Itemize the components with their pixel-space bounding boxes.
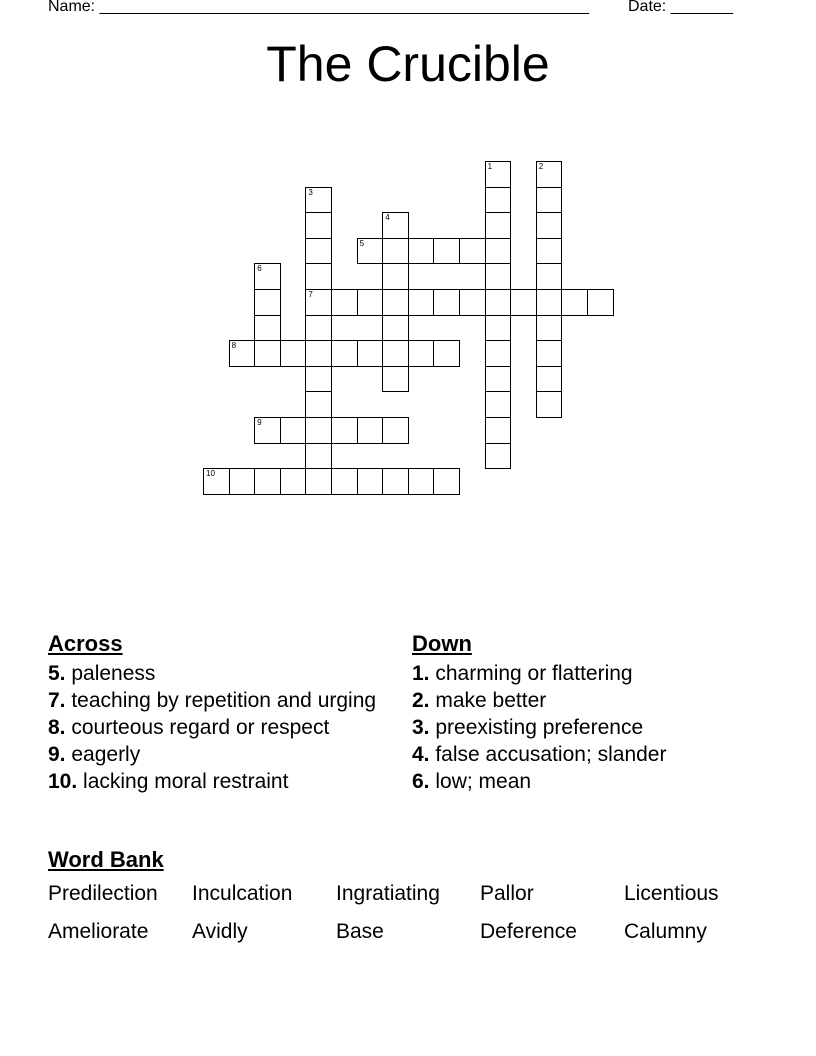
grid-cell[interactable]	[433, 289, 460, 316]
down-clue	[412, 742, 752, 767]
across-heading: Across	[48, 631, 123, 656]
grid-cell[interactable]	[536, 366, 563, 393]
grid-cell[interactable]	[485, 289, 512, 316]
grid-cell[interactable]	[536, 187, 563, 214]
clue-text: false accusation; slander	[429, 743, 667, 766]
grid-cell[interactable]	[357, 340, 384, 367]
grid-cell[interactable]	[305, 366, 332, 393]
word-bank-item: Calumny	[624, 920, 707, 943]
grid-cell[interactable]	[485, 187, 512, 214]
clue-text: lacking moral restraint	[77, 770, 289, 793]
clue-text: teaching by repetition and urging	[65, 689, 377, 712]
grid-cell[interactable]	[254, 263, 281, 290]
grid-cell[interactable]	[331, 289, 358, 316]
grid-cell[interactable]	[305, 391, 332, 418]
grid-cell[interactable]	[536, 238, 563, 265]
clue-text: paleness	[65, 662, 156, 685]
down-clue-list	[412, 661, 752, 796]
clue-text: preexisting preference	[429, 716, 644, 739]
grid-cell[interactable]	[408, 340, 435, 367]
grid-cell[interactable]	[305, 187, 332, 214]
word-bank-item: Base	[336, 920, 384, 943]
clue-text: charming or flattering	[429, 662, 633, 685]
grid-cell[interactable]	[382, 212, 409, 239]
grid-cell[interactable]	[331, 340, 358, 367]
grid-cell[interactable]	[485, 238, 512, 265]
grid-cell[interactable]	[536, 315, 563, 342]
grid-cell[interactable]	[536, 289, 563, 316]
grid-cell[interactable]	[408, 289, 435, 316]
grid-cell[interactable]	[382, 340, 409, 367]
grid-cell[interactable]	[254, 468, 281, 495]
grid-cell[interactable]	[382, 468, 409, 495]
cell-number: 2	[538, 162, 544, 171]
cell-number: 4	[385, 213, 390, 223]
clue-number: 4.	[412, 743, 430, 766]
grid-cell[interactable]	[485, 391, 512, 418]
grid-cell[interactable]	[280, 417, 307, 444]
grid-cell[interactable]	[587, 289, 614, 316]
grid-cell[interactable]	[485, 340, 512, 367]
clue-number: 7.	[48, 689, 66, 712]
grid-cell[interactable]	[459, 238, 486, 265]
grid-cell[interactable]	[203, 468, 230, 495]
clue-text: low; mean	[429, 770, 532, 793]
grid-cell[interactable]	[357, 468, 384, 495]
grid-cell[interactable]	[561, 289, 588, 316]
grid-cell[interactable]	[536, 161, 563, 188]
clue-number: 10.	[48, 770, 78, 793]
grid-cell[interactable]	[485, 263, 512, 290]
word-bank-heading: Word Bank	[48, 847, 164, 872]
clue-number: 1.	[412, 662, 430, 685]
grid-cell[interactable]	[305, 315, 332, 342]
grid-cell[interactable]	[254, 417, 281, 444]
word-bank-item: Licentious	[624, 882, 719, 905]
cell-number: 7	[308, 290, 313, 299]
crossword-grid	[0, 0, 816, 520]
word-bank-item: Ingratiating	[336, 882, 440, 905]
grid-cell[interactable]	[382, 366, 409, 393]
clue-number: 3.	[412, 716, 430, 739]
clue-number: 9.	[48, 743, 66, 766]
grid-cell[interactable]	[305, 289, 332, 316]
word-bank-item: Inculcation	[192, 882, 293, 905]
grid-cell[interactable]	[331, 417, 358, 444]
grid-cell[interactable]	[305, 468, 332, 495]
cell-number: 1	[487, 162, 493, 171]
grid-cell[interactable]	[433, 238, 460, 265]
grid-cell[interactable]	[305, 340, 332, 367]
grid-cell[interactable]	[459, 289, 486, 316]
across-clue	[48, 715, 388, 740]
grid-cell[interactable]	[305, 417, 332, 444]
clue-number: 8.	[48, 716, 66, 739]
word-bank-item: Pallor	[480, 882, 534, 905]
grid-cell[interactable]	[331, 468, 358, 495]
cell-number: 5	[359, 238, 365, 248]
clue-text: make better	[429, 689, 547, 712]
date-field-label: Date: _______	[628, 0, 733, 15]
word-bank-item: Ameliorate	[48, 920, 149, 943]
across-clue	[48, 661, 388, 686]
grid-cell[interactable]	[357, 238, 384, 265]
grid-cell[interactable]	[254, 315, 281, 342]
grid-cell[interactable]	[485, 315, 512, 342]
grid-cell[interactable]	[536, 391, 563, 418]
grid-cell[interactable]	[254, 289, 281, 316]
grid-cell[interactable]	[536, 212, 563, 239]
cell-number: 9	[257, 418, 262, 427]
grid-cell[interactable]	[382, 238, 409, 265]
grid-cell[interactable]	[280, 468, 307, 495]
grid-cell[interactable]	[305, 238, 332, 265]
grid-cell[interactable]	[305, 212, 332, 239]
down-clue	[412, 688, 752, 713]
word-bank-item: Predilection	[48, 882, 158, 905]
grid-cell[interactable]	[433, 340, 460, 367]
cell-number: 6	[257, 264, 262, 274]
across-clue	[48, 742, 388, 767]
grid-cell[interactable]	[357, 289, 384, 316]
grid-cell[interactable]	[536, 263, 563, 290]
down-heading: Down	[412, 631, 472, 656]
grid-cell[interactable]	[280, 340, 307, 367]
clue-number: 6.	[412, 770, 430, 793]
cell-number: 8	[231, 341, 237, 351]
page-title: The Crucible	[266, 36, 550, 92]
clue-number: 5.	[48, 662, 66, 685]
grid-cell[interactable]	[433, 468, 460, 495]
grid-cell[interactable]	[485, 161, 512, 188]
name-field-label: Name: _______________________________________________________	[48, 0, 589, 15]
down-clue	[412, 661, 752, 686]
grid-cell[interactable]	[254, 340, 281, 367]
across-clue-list	[48, 661, 388, 796]
grid-cell[interactable]	[382, 417, 409, 444]
grid-cell[interactable]	[382, 315, 409, 342]
grid-cell[interactable]	[485, 212, 512, 239]
grid-cell[interactable]	[485, 417, 512, 444]
grid-cell[interactable]	[536, 340, 563, 367]
clue-number: 2.	[412, 689, 430, 712]
grid-cell[interactable]	[485, 443, 512, 470]
grid-cell[interactable]	[485, 366, 512, 393]
grid-cell[interactable]	[382, 289, 409, 316]
grid-cell[interactable]	[305, 263, 332, 290]
word-bank-item: Avidly	[192, 920, 248, 943]
clue-text: courteous regard or respect	[65, 716, 330, 739]
cell-number: 10	[206, 469, 215, 479]
cell-number: 3	[308, 187, 313, 197]
grid-cell[interactable]	[408, 238, 435, 265]
grid-cell[interactable]	[305, 443, 332, 470]
grid-cell[interactable]	[357, 417, 384, 444]
down-clue	[412, 715, 752, 740]
across-clue	[48, 769, 388, 794]
down-clue	[412, 769, 752, 794]
grid-cell[interactable]	[229, 468, 256, 495]
clue-text: eagerly	[65, 743, 141, 766]
word-bank-item: Deference	[480, 920, 577, 943]
grid-cell[interactable]	[229, 340, 256, 367]
grid-cell[interactable]	[382, 263, 409, 290]
grid-cell[interactable]	[408, 468, 435, 495]
grid-cell[interactable]	[510, 289, 537, 316]
across-clue	[48, 688, 388, 713]
